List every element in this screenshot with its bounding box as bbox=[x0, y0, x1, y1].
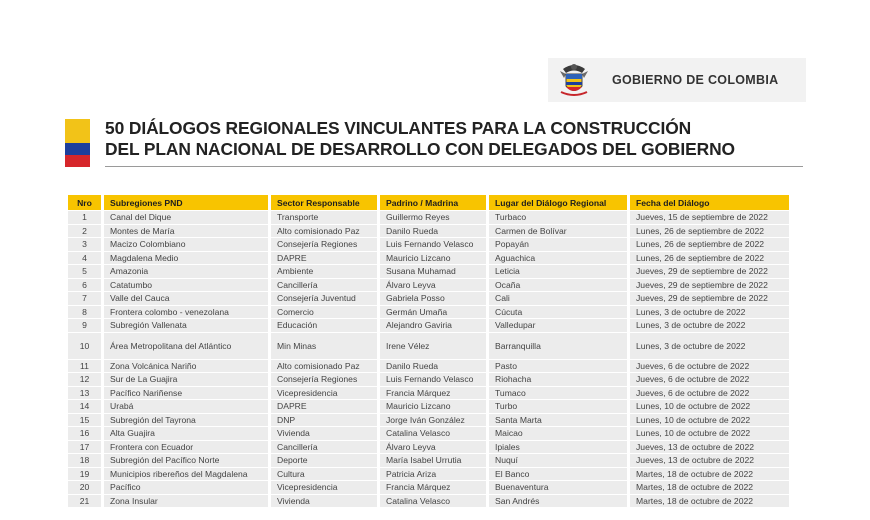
row-subregion: Canal del Dique bbox=[104, 211, 268, 224]
row-date: Lunes, 10 de octubre de 2022 bbox=[630, 414, 789, 427]
row-subregion: Pacífico bbox=[104, 481, 268, 494]
row-sector: Vicepresidencia bbox=[271, 481, 377, 494]
column-header-location: Lugar del Diálogo Regional bbox=[489, 195, 627, 210]
row-number: 9 bbox=[68, 319, 101, 332]
row-sector: Cultura bbox=[271, 468, 377, 481]
table-row bbox=[68, 306, 789, 319]
row-location: Tumaco bbox=[489, 387, 627, 400]
table-row bbox=[68, 441, 789, 454]
row-date: Jueves, 13 de octubre de 2022 bbox=[630, 441, 789, 454]
row-location: Pasto bbox=[489, 360, 627, 373]
row-date: Lunes, 26 de septiembre de 2022 bbox=[630, 238, 789, 251]
row-sponsor: Jorge Iván González bbox=[380, 414, 486, 427]
table-row bbox=[68, 387, 789, 400]
row-number: 10 bbox=[68, 333, 101, 359]
row-sponsor: Alejandro Gaviria bbox=[380, 319, 486, 332]
table-header-row bbox=[68, 195, 789, 210]
row-location: Aguachica bbox=[489, 252, 627, 265]
column-header-date: Fecha del Diálogo bbox=[630, 195, 789, 210]
title-line-2: DEL PLAN NACIONAL DE DESARROLLO CON DELEGADOS DEL GOBIERNO bbox=[105, 139, 735, 159]
table-row bbox=[68, 319, 789, 332]
row-sponsor: Mauricio Lizcano bbox=[380, 252, 486, 265]
row-sector: Vivienda bbox=[271, 427, 377, 440]
row-date: Jueves, 6 de octubre de 2022 bbox=[630, 373, 789, 386]
row-number: 13 bbox=[68, 387, 101, 400]
row-number: 15 bbox=[68, 414, 101, 427]
table-row bbox=[68, 252, 789, 265]
row-sector: Transporte bbox=[271, 211, 377, 224]
row-sponsor: Catalina Velasco bbox=[380, 427, 486, 440]
row-date: Lunes, 3 de octubre de 2022 bbox=[630, 319, 789, 332]
row-subregion: Subregión del Pacífico Norte bbox=[104, 454, 268, 467]
row-subregion: Valle del Cauca bbox=[104, 292, 268, 305]
row-number: 7 bbox=[68, 292, 101, 305]
row-date: Martes, 18 de octubre de 2022 bbox=[630, 468, 789, 481]
table-row bbox=[68, 454, 789, 467]
row-sponsor: Guillermo Reyes bbox=[380, 211, 486, 224]
row-location: Popayán bbox=[489, 238, 627, 251]
row-sponsor: Álvaro Leyva bbox=[380, 441, 486, 454]
table-row bbox=[68, 292, 789, 305]
row-number: 17 bbox=[68, 441, 101, 454]
row-sector: Deporte bbox=[271, 454, 377, 467]
row-sponsor: Germán Umaña bbox=[380, 306, 486, 319]
table-row bbox=[68, 414, 789, 427]
row-subregion: Frontera colombo - venezolana bbox=[104, 306, 268, 319]
row-location: Barranquilla bbox=[489, 333, 627, 359]
row-date: Lunes, 26 de septiembre de 2022 bbox=[630, 225, 789, 238]
table-row bbox=[68, 265, 789, 278]
row-number: 4 bbox=[68, 252, 101, 265]
row-number: 8 bbox=[68, 306, 101, 319]
row-number: 14 bbox=[68, 400, 101, 413]
row-sector: Ambiente bbox=[271, 265, 377, 278]
row-subregion: Subregión Vallenata bbox=[104, 319, 268, 332]
government-label: GOBIERNO DE COLOMBIA bbox=[612, 73, 779, 87]
row-date: Jueves, 29 de septiembre de 2022 bbox=[630, 279, 789, 292]
row-location: Ocaña bbox=[489, 279, 627, 292]
row-date: Lunes, 26 de septiembre de 2022 bbox=[630, 252, 789, 265]
row-sector: Comercio bbox=[271, 306, 377, 319]
row-location: Buenaventura bbox=[489, 481, 627, 494]
row-sponsor: Gabriela Posso bbox=[380, 292, 486, 305]
table-row bbox=[68, 373, 789, 386]
row-location: Turbaco bbox=[489, 211, 627, 224]
row-sector: Consejería Regiones bbox=[271, 238, 377, 251]
row-location: Nuquí bbox=[489, 454, 627, 467]
title-divider bbox=[105, 166, 803, 167]
row-location: Santa Marta bbox=[489, 414, 627, 427]
row-date: Jueves, 13 de octubre de 2022 bbox=[630, 454, 789, 467]
dialogues-table bbox=[65, 194, 792, 508]
row-subregion: Pacífico Nariñense bbox=[104, 387, 268, 400]
row-number: 3 bbox=[68, 238, 101, 251]
row-subregion: Montes de María bbox=[104, 225, 268, 238]
row-number: 16 bbox=[68, 427, 101, 440]
row-subregion: Urabá bbox=[104, 400, 268, 413]
row-number: 18 bbox=[68, 454, 101, 467]
table-row bbox=[68, 427, 789, 440]
row-number: 21 bbox=[68, 495, 101, 508]
row-date: Jueves, 6 de octubre de 2022 bbox=[630, 387, 789, 400]
row-location: Turbo bbox=[489, 400, 627, 413]
row-date: Martes, 18 de octubre de 2022 bbox=[630, 481, 789, 494]
row-sponsor: Mauricio Lizcano bbox=[380, 400, 486, 413]
row-location: Carmen de Bolívar bbox=[489, 225, 627, 238]
row-location: Riohacha bbox=[489, 373, 627, 386]
row-sponsor: Álvaro Leyva bbox=[380, 279, 486, 292]
row-number: 2 bbox=[68, 225, 101, 238]
row-number: 11 bbox=[68, 360, 101, 373]
row-sponsor: María Isabel Urrutia bbox=[380, 454, 486, 467]
row-date: Lunes, 3 de octubre de 2022 bbox=[630, 333, 789, 359]
row-subregion: Zona Insular bbox=[104, 495, 268, 508]
row-date: Lunes, 3 de octubre de 2022 bbox=[630, 306, 789, 319]
row-location: Valledupar bbox=[489, 319, 627, 332]
row-sponsor: Patricia Ariza bbox=[380, 468, 486, 481]
row-subregion: Macizo Colombiano bbox=[104, 238, 268, 251]
row-number: 12 bbox=[68, 373, 101, 386]
row-date: Jueves, 15 de septiembre de 2022 bbox=[630, 211, 789, 224]
row-number: 19 bbox=[68, 468, 101, 481]
row-location: Cali bbox=[489, 292, 627, 305]
table-row bbox=[68, 333, 789, 359]
row-number: 1 bbox=[68, 211, 101, 224]
table-row bbox=[68, 468, 789, 481]
column-header-subregion: Subregiones PND bbox=[104, 195, 268, 210]
row-sponsor: Irene Vélez bbox=[380, 333, 486, 359]
row-subregion: Municipios ribereños del Magdalena bbox=[104, 468, 268, 481]
row-subregion: Zona Volcánica Nariño bbox=[104, 360, 268, 373]
colombia-flag-icon bbox=[65, 119, 90, 167]
row-sector: Min Minas bbox=[271, 333, 377, 359]
row-sector: Consejería Juventud bbox=[271, 292, 377, 305]
row-sector: Vicepresidencia bbox=[271, 387, 377, 400]
row-location: Cúcuta bbox=[489, 306, 627, 319]
table-row bbox=[68, 279, 789, 292]
title-line-1: 50 DIÁLOGOS REGIONALES VINCULANTES PARA LA CONSTRUCCIÓN bbox=[105, 118, 692, 138]
row-date: Lunes, 10 de octubre de 2022 bbox=[630, 427, 789, 440]
table-row bbox=[68, 211, 789, 224]
row-location: Ipiales bbox=[489, 441, 627, 454]
government-header bbox=[548, 58, 806, 102]
row-subregion: Amazonia bbox=[104, 265, 268, 278]
row-date: Jueves, 29 de septiembre de 2022 bbox=[630, 292, 789, 305]
row-sector: Alto comisionado Paz bbox=[271, 225, 377, 238]
table-row bbox=[68, 495, 789, 508]
row-location: Maicao bbox=[489, 427, 627, 440]
column-header-sector: Sector Responsable bbox=[271, 195, 377, 210]
column-header-sponsor: Padrino / Madrina bbox=[380, 195, 486, 210]
row-sponsor: Danilo Rueda bbox=[380, 360, 486, 373]
row-date: Martes, 18 de octubre de 2022 bbox=[630, 495, 789, 508]
column-header-nro: Nro bbox=[68, 195, 101, 210]
row-sector: DAPRE bbox=[271, 400, 377, 413]
row-sponsor: Francia Márquez bbox=[380, 387, 486, 400]
row-subregion: Subregión del Tayrona bbox=[104, 414, 268, 427]
row-date: Jueves, 29 de septiembre de 2022 bbox=[630, 265, 789, 278]
row-date: Jueves, 6 de octubre de 2022 bbox=[630, 360, 789, 373]
row-date: Lunes, 10 de octubre de 2022 bbox=[630, 400, 789, 413]
row-sponsor: Danilo Rueda bbox=[380, 225, 486, 238]
row-number: 5 bbox=[68, 265, 101, 278]
row-subregion: Magdalena Medio bbox=[104, 252, 268, 265]
page-title bbox=[105, 118, 805, 160]
row-sponsor: Luis Fernando Velasco bbox=[380, 373, 486, 386]
table-row bbox=[68, 225, 789, 238]
row-subregion: Frontera con Ecuador bbox=[104, 441, 268, 454]
row-location: San Andrés bbox=[489, 495, 627, 508]
table-row bbox=[68, 400, 789, 413]
row-number: 6 bbox=[68, 279, 101, 292]
row-sponsor: Luis Fernando Velasco bbox=[380, 238, 486, 251]
row-sector: DNP bbox=[271, 414, 377, 427]
row-sector: Consejería Regiones bbox=[271, 373, 377, 386]
row-subregion: Sur de La Guajira bbox=[104, 373, 268, 386]
colombia-coat-of-arms-icon bbox=[558, 62, 590, 98]
row-sector: Cancillería bbox=[271, 279, 377, 292]
table-row bbox=[68, 360, 789, 373]
row-location: Leticia bbox=[489, 265, 627, 278]
row-sector: Alto comisionado Paz bbox=[271, 360, 377, 373]
row-sponsor: Catalina Velasco bbox=[380, 495, 486, 508]
table-row bbox=[68, 238, 789, 251]
row-sector: Cancillería bbox=[271, 441, 377, 454]
row-sponsor: Susana Muhamad bbox=[380, 265, 486, 278]
row-sector: DAPRE bbox=[271, 252, 377, 265]
row-sector: Vivienda bbox=[271, 495, 377, 508]
row-subregion: Área Metropolitana del Atlántico bbox=[104, 333, 268, 359]
row-sector: Educación bbox=[271, 319, 377, 332]
row-number: 20 bbox=[68, 481, 101, 494]
row-sponsor: Francia Márquez bbox=[380, 481, 486, 494]
row-subregion: Catatumbo bbox=[104, 279, 268, 292]
row-location: El Banco bbox=[489, 468, 627, 481]
row-subregion: Alta Guajira bbox=[104, 427, 268, 440]
table-row bbox=[68, 481, 789, 494]
